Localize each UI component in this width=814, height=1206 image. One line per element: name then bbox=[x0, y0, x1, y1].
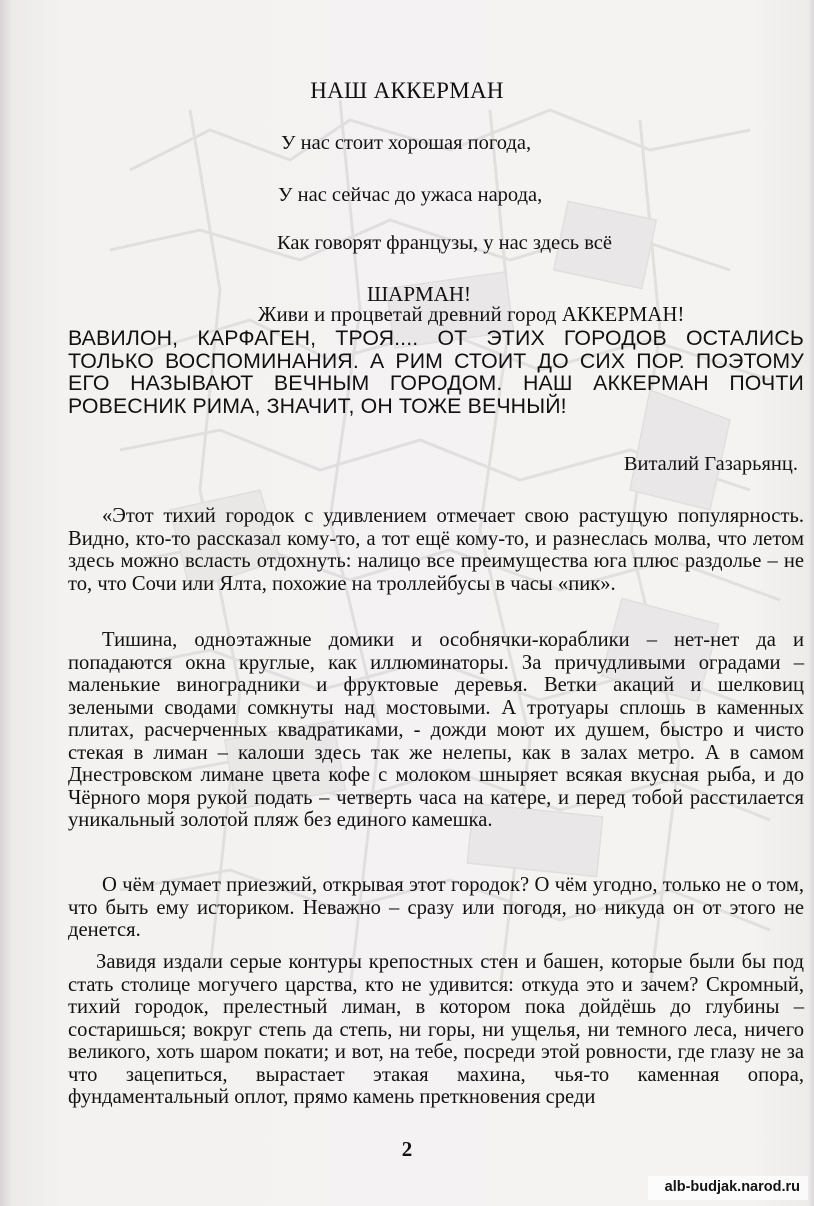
paragraph-1 bbox=[68, 505, 804, 595]
author-signature: Виталий Газарьянц. bbox=[623, 453, 798, 475]
page-right-edge bbox=[808, 0, 814, 1206]
page-number: 2 bbox=[401, 1137, 413, 1161]
verse-line-3: Как говорят французы, у нас здесь всё bbox=[277, 232, 612, 254]
paragraph-text: Тишина, одноэтажные домики и особнячки-кораблики – нет-нет да и попадаются окна круглые, как иллюминаторы. За причудливыми оградами – маленькие виноградники и фруктовые деревья. Ветки акаций и шелковиц зелеными сводами сомкнуты над мостовыми. А тротуары сплошь в каменных плитах, расчерченных квадратиками, - дожди моют их душем, быстро и чисто стекая в лиман – калоши здесь так же нелепы, как в залах метро. А в самом Днестровском лимане цвета кофе с молоком шныряет всякая вкусная рыба, и до Чёрного моря рукой подать – четверть часа на катере, и перед тобой расстилается уникальный золотой пляж без единого камешка. bbox=[68, 629, 804, 831]
closing-first-line: Живи и процветай древний город АККЕРМАН! bbox=[258, 304, 685, 326]
verse-line-2: У нас сейчас до ужаса народа, bbox=[278, 184, 543, 206]
paragraph-4 bbox=[68, 951, 804, 1109]
closing-block bbox=[68, 304, 804, 418]
verse-line-4: ШАРМАН! bbox=[367, 282, 472, 306]
paragraph-text: О чём думает приезжий, открывая этот городок? О чём угодно, только не о том, что быть ему историком. Неважно – сразу или погодя, но никуда он от этого не денется. bbox=[68, 874, 804, 941]
paragraph-text: «Этот тихий городок с удивлением отмечает свою растущую популярность. Видно, кто-то рассказал кому-то, а тот ещё кому-то, и разнеслась молва, что летом здесь можно всласть отдохнуть: налицо все преимущества юга плюс раздолье – не то, что Сочи или Ялта, похожие на троллейбусы в часы «пик». bbox=[68, 505, 804, 595]
site-credit: alb-budjak.narod.ru bbox=[664, 1179, 800, 1195]
closing-caps-text: ВАВИЛОН, КАРФАГЕН, ТРОЯ.... ОТ ЭТИХ ГОРОДОВ ОСТАЛИСЬ ТОЛЬКО ВОСПОМИНАНИЯ. А РИМ СТОИТ ДО СИХ ПОР. ПОЭТОМУ ЕГО НАЗЫВАЮТ ВЕЧНЫМ ГОРОДОМ. НАШ АККЕРМАН ПОЧТИ РОВЕСНИК РИМА, ЗНАЧИТ, ОН ТОЖЕ ВЕЧНЫЙ! bbox=[68, 325, 804, 419]
paragraph-text: Завидя издали серые контуры крепостных стен и башен, которые были бы под стать столице могучего царства, кто не удивится: откуда это и зачем? Скромный, тихий городок, прелестный лиман, в котором пока дойдёшь до глубины – состаришься; вокруг степь да степь, ни горы, ни ущелья, ни темного леса, ничего великого, хоть шаром покати; и вот, на тебе, посреди этой ровности, где глазу не за что зацепиться, вырастает этакая махина, чья-то каменная опора, фундаментальный оплот, прямо камень преткновения среди bbox=[68, 951, 804, 1108]
paragraph-3 bbox=[68, 874, 804, 942]
paragraph-2 bbox=[68, 629, 804, 832]
document-title: НАШ АККЕРМАН bbox=[310, 78, 504, 103]
page-left-edge bbox=[0, 0, 14, 1206]
verse-line-1: У нас стоит хорошая погода, bbox=[281, 132, 532, 154]
